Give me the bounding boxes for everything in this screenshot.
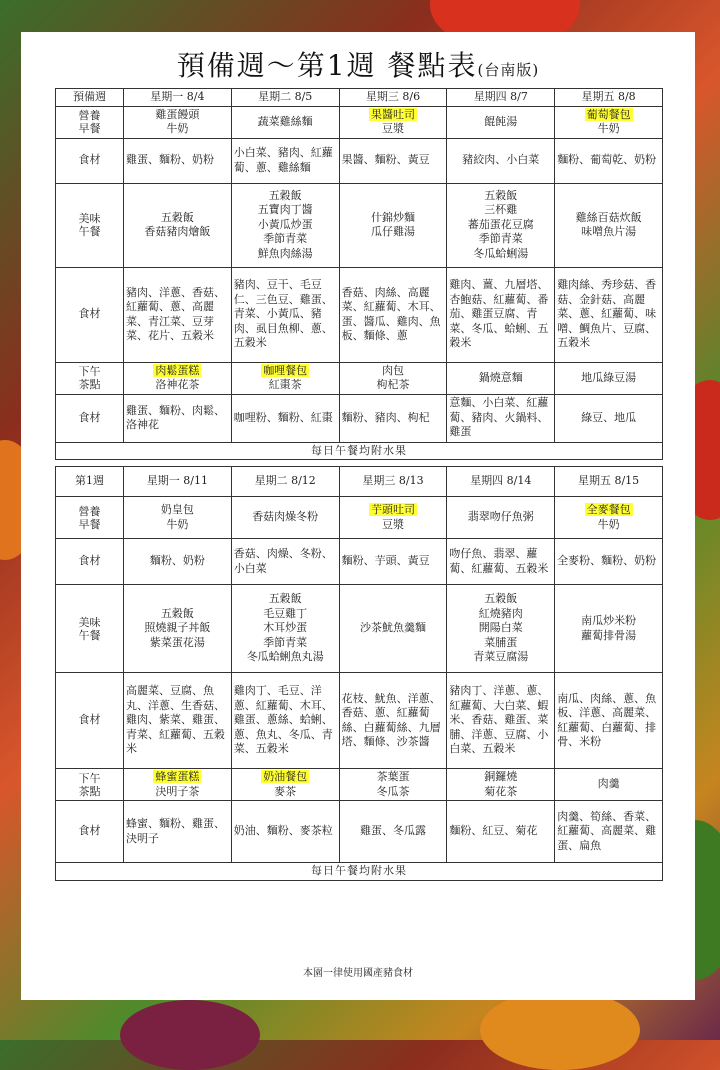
ingredients-cell: 雞蛋、麵粉、肉鬆、洛神花 — [124, 394, 232, 442]
lunch-row — [56, 585, 663, 673]
ingredients-cell: 果醬、麵粉、黃豆 — [339, 138, 447, 183]
ingredients-cell: 香菇、肉燥、冬粉、小白菜 — [231, 539, 339, 585]
ingredients-cell: 豬肉丁、洋蔥、蔥、紅蘿蔔、大白菜、蝦米、香菇、雞蛋、菜脯、洋蔥、豆腐、小白菜、五穀米 — [447, 673, 555, 769]
ingredients-cell: 奶油、麵粉、麥茶粒 — [231, 801, 339, 863]
row-label-ingredients: 食材 — [56, 394, 124, 442]
snack-cell: 茶葉蛋 冬瓜茶 — [339, 769, 447, 801]
ingredients-cell: 小白菜、豬肉、紅蘿蔔、蔥、雞絲麵 — [231, 138, 339, 183]
lunch-ingredients-row — [56, 267, 663, 362]
snack-ingredients-row — [56, 801, 663, 863]
day-header: 星期一 8/4 — [124, 89, 232, 107]
breakfast-cell: 全麥餐包 牛奶 — [555, 497, 663, 539]
ingredients-cell: 綠豆、地瓜 — [555, 394, 663, 442]
lunch-cell: 五穀飯 照燒親子丼飯 紫菜蛋花湯 — [124, 585, 232, 673]
header-row — [56, 467, 663, 497]
row-label-breakfast: 營養 早餐 — [56, 106, 124, 138]
breakfast-row — [56, 106, 663, 138]
ingredients-cell: 蜂蜜、麵粉、雞蛋、決明子 — [124, 801, 232, 863]
row-label-lunch: 美味 午餐 — [56, 585, 124, 673]
lunch-ingredients-row — [56, 673, 663, 769]
week-label: 預備週 — [56, 89, 124, 107]
ingredients-cell: 豬肉、洋蔥、香菇、紅蘿蔔、蔥、高麗菜、青江菜、豆芽菜、花片、五穀米 — [124, 267, 232, 362]
day-header: 星期二 8/12 — [231, 467, 339, 497]
title-subtitle: (台南版) — [477, 61, 540, 79]
breakfast-ingredients-row — [56, 138, 663, 183]
snack-cell: 銅鑼燒 菊花茶 — [447, 769, 555, 801]
breakfast-row — [56, 497, 663, 539]
lunch-row — [56, 183, 663, 267]
note-row — [56, 442, 663, 460]
footer-note: 本園一律使用國產豬食材 — [303, 968, 413, 979]
lunch-cell: 五穀飯 紅燒豬肉 開陽白菜 菜脯蛋 青菜豆腐湯 — [447, 585, 555, 673]
row-label-snack: 下午 茶點 — [56, 769, 124, 801]
lunch-cell: 南瓜炒米粉 蘿蔔排骨湯 — [555, 585, 663, 673]
ingredients-cell: 雞肉絲、秀珍菇、香菇、金針菇、高麗菜、蔥、紅蘿蔔、味噌、鯛魚片、豆腐、五穀米 — [555, 267, 663, 362]
snack-cell: 肉鬆蛋糕 洛神花茶 — [124, 362, 232, 394]
ingredients-cell: 高麗菜、豆腐、魚丸、洋蔥、生香菇、雞肉、紫菜、雞蛋、青菜、紅蘿蔔、五穀米 — [124, 673, 232, 769]
breakfast-cell: 葡萄餐包 牛奶 — [555, 106, 663, 138]
row-label-ingredients: 食材 — [56, 539, 124, 585]
day-header: 星期二 8/5 — [231, 89, 339, 107]
breakfast-cell: 果醬吐司 豆漿 — [339, 106, 447, 138]
day-header: 星期五 8/8 — [555, 89, 663, 107]
ingredients-cell: 麵粉、奶粉 — [124, 539, 232, 585]
note-row — [56, 863, 663, 881]
breakfast-cell: 奶皇包 牛奶 — [124, 497, 232, 539]
title-text: 預備週～第1週 餐點表 — [176, 49, 478, 82]
ingredients-cell: 雞肉丁、毛豆、洋蔥、紅蘿蔔、木耳、雞蛋、蔥絲、蛤蜊、蔥、魚丸、冬瓜、青菜、五穀米 — [231, 673, 339, 769]
breakfast-cell: 芋頭吐司 豆漿 — [339, 497, 447, 539]
header-row — [56, 89, 663, 107]
menu-sheet — [21, 32, 695, 1000]
ingredients-cell: 全麥粉、麵粉、奶粉 — [555, 539, 663, 585]
page-title — [21, 44, 695, 84]
row-label-ingredients: 食材 — [56, 138, 124, 183]
snack-ingredients-row — [56, 394, 663, 442]
ingredients-cell: 吻仔魚、翡翠、蘿蔔、紅蘿蔔、五穀米 — [447, 539, 555, 585]
snack-cell: 咖哩餐包 紅棗茶 — [231, 362, 339, 394]
ingredients-cell: 麵粉、紅豆、菊花 — [447, 801, 555, 863]
lunch-cell: 五穀飯 三杯雞 蕃茄蛋花豆腐 季節青菜 冬瓜蛤蜊湯 — [447, 183, 555, 267]
breakfast-cell: 香菇肉燥冬粉 — [231, 497, 339, 539]
breakfast-cell: 雞蛋饅頭 牛奶 — [124, 106, 232, 138]
lunch-cell: 五穀飯 五寶肉丁醬 小黃瓜炒蛋 季節青菜 鮮魚肉絲湯 — [231, 183, 339, 267]
snack-cell: 肉包 枸杞茶 — [339, 362, 447, 394]
snack-cell: 蜂蜜蛋糕 決明子茶 — [124, 769, 232, 801]
breakfast-ingredients-row — [56, 539, 663, 585]
ingredients-cell: 肉羹、筍絲、香菜、紅蘿蔔、高麗菜、雞蛋、扁魚 — [555, 801, 663, 863]
row-label-ingredients: 食材 — [56, 267, 124, 362]
snack-cell: 奶油餐包 麥茶 — [231, 769, 339, 801]
snack-row — [56, 769, 663, 801]
ingredients-cell: 麵粉、芋頭、黃豆 — [339, 539, 447, 585]
lunch-cell: 五穀飯 香菇豬肉燴飯 — [124, 183, 232, 267]
lunch-cell: 沙茶魷魚羹麵 — [339, 585, 447, 673]
menu-table-week-1 — [55, 466, 663, 881]
week-label: 第1週 — [56, 467, 124, 497]
fruit-note: 每日午餐均附水果 — [56, 442, 663, 460]
ingredients-cell: 咖哩粉、麵粉、紅棗 — [231, 394, 339, 442]
day-header: 星期三 8/13 — [339, 467, 447, 497]
lunch-cell: 什錦炒麵 瓜仔雞湯 — [339, 183, 447, 267]
snack-cell: 鍋燒意麵 — [447, 362, 555, 394]
ingredients-cell: 香菇、肉絲、高麗菜、紅蘿蔔、木耳、蛋、醬瓜、雞肉、魚板、麵條、蔥 — [339, 267, 447, 362]
ingredients-cell: 雞蛋、麵粉、奶粉 — [124, 138, 232, 183]
ingredients-cell: 麵粉、豬肉、枸杞 — [339, 394, 447, 442]
snack-cell: 地瓜綠豆湯 — [555, 362, 663, 394]
day-header: 星期四 8/14 — [447, 467, 555, 497]
row-label-ingredients: 食材 — [56, 673, 124, 769]
ingredients-cell: 雞肉、薑、九層塔、杏鮑菇、紅蘿蔔、番茄、雞蛋豆腐、青菜、冬瓜、蛤蜊、五穀米 — [447, 267, 555, 362]
breakfast-cell: 餛飩湯 — [447, 106, 555, 138]
menu-table-preparatory-week — [55, 88, 663, 460]
row-label-ingredients: 食材 — [56, 801, 124, 863]
row-label-breakfast: 營養 早餐 — [56, 497, 124, 539]
ingredients-cell: 豬絞肉、小白菜 — [447, 138, 555, 183]
day-header: 星期三 8/6 — [339, 89, 447, 107]
ingredients-cell: 南瓜、肉絲、蔥、魚板、洋蔥、高麗菜、紅蘿蔔、白蘿蔔、排骨、米粉 — [555, 673, 663, 769]
lunch-cell: 五穀飯 毛豆雞丁 木耳炒蛋 季節青菜 冬瓜蛤蜊魚丸湯 — [231, 585, 339, 673]
ingredients-cell: 麵粉、葡萄乾、奶粉 — [555, 138, 663, 183]
lunch-cell: 雞絲百菇炊飯 味噌魚片湯 — [555, 183, 663, 267]
pumpkin-decoration — [480, 990, 640, 1070]
ingredients-cell: 意麵、小白菜、紅蘿蔔、豬肉、火鍋料、雞蛋 — [447, 394, 555, 442]
ingredients-cell: 雞蛋、冬瓜露 — [339, 801, 447, 863]
row-label-snack: 下午 茶點 — [56, 362, 124, 394]
row-label-lunch: 美味 午餐 — [56, 183, 124, 267]
radish-decoration — [120, 1000, 260, 1070]
day-header: 星期五 8/15 — [555, 467, 663, 497]
day-header: 星期四 8/7 — [447, 89, 555, 107]
fruit-note: 每日午餐均附水果 — [56, 863, 663, 881]
ingredients-cell: 豬肉、豆干、毛豆仁、三色豆、雞蛋、青菜、小黃瓜、豬肉、虱目魚柳、蔥、五穀米 — [231, 267, 339, 362]
ingredients-cell: 花枝、魷魚、洋蔥、香菇、蔥、紅蘿蔔絲、白蘿蔔絲、九層塔、麵條、沙茶醬 — [339, 673, 447, 769]
snack-cell: 肉羹 — [555, 769, 663, 801]
day-header: 星期一 8/11 — [124, 467, 232, 497]
snack-row — [56, 362, 663, 394]
breakfast-cell: 蔬菜雞絲麵 — [231, 106, 339, 138]
breakfast-cell: 翡翠吻仔魚粥 — [447, 497, 555, 539]
